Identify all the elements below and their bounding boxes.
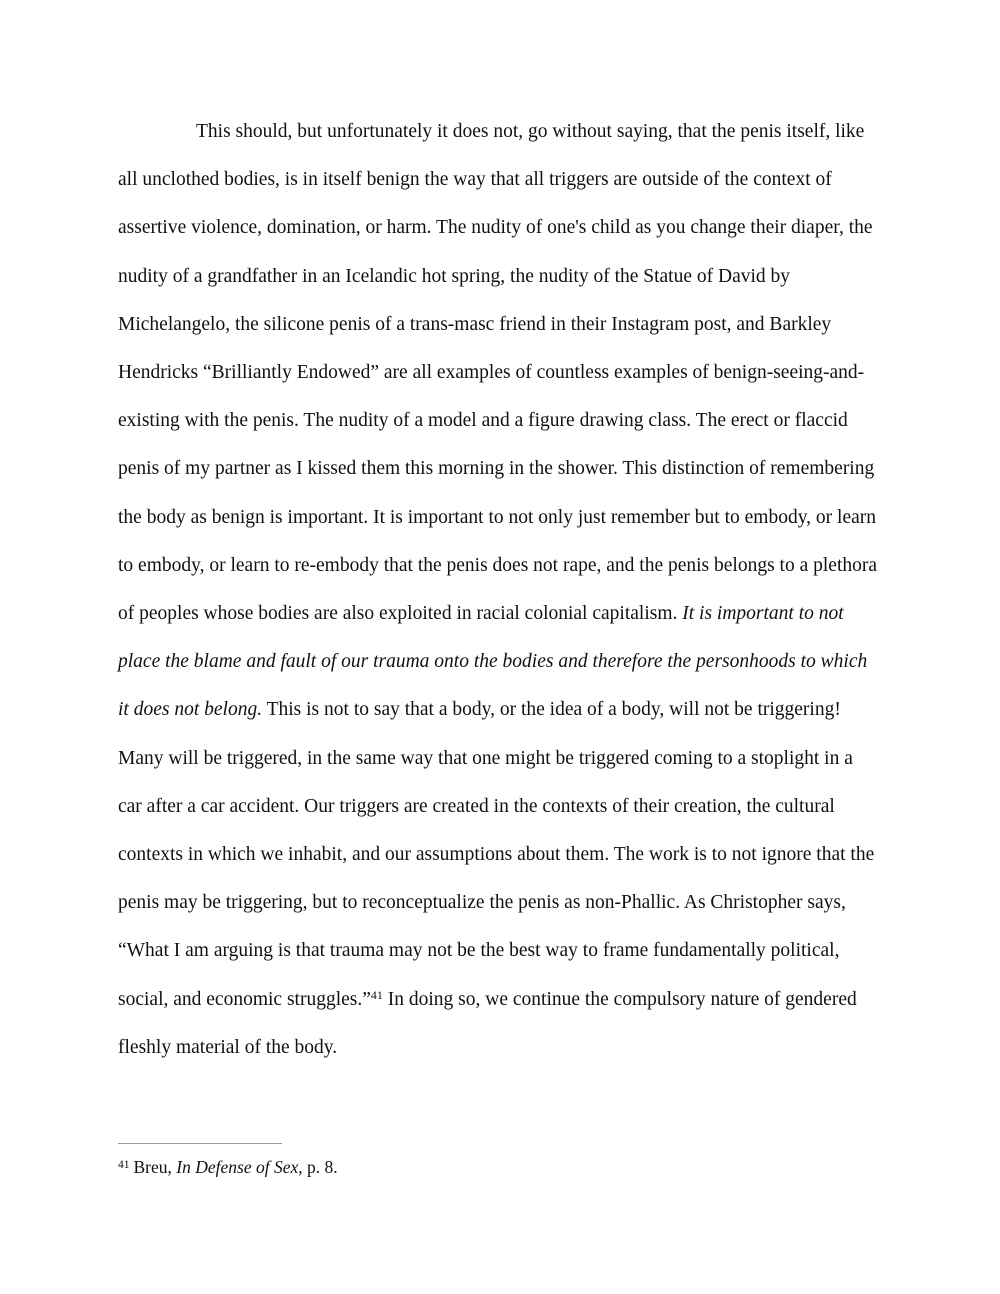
text-line: car after a car accident. Our triggers are created in the contexts of their creation, the cultural bbox=[118, 795, 835, 817]
text-line: contexts in which we inhabit, and our assumptions about them. The work is to not ignore that the bbox=[118, 844, 875, 866]
text-line: existing with the penis. The nudity of a model and a figure drawing class. The erect or flaccid bbox=[118, 410, 848, 432]
text-line: fleshly material of the body. bbox=[118, 1036, 338, 1058]
text-line: to embody, or learn to re-embody that the penis does not rape, and the penis belongs to a plethora bbox=[118, 554, 878, 576]
text-roman: of peoples whose bodies are also exploited in racial colonial capitalism. bbox=[118, 603, 683, 625]
text-line-mixed bbox=[118, 590, 888, 638]
text-line-mixed bbox=[118, 686, 888, 734]
text-line: “What I am arguing is that trauma may not be the best way to frame fundamentally political, bbox=[118, 940, 840, 962]
text-line: Many will be triggered, in the same way that one might be triggered coming to a stoplight in a bbox=[118, 747, 853, 769]
footnote-reference[interactable]: 41 bbox=[370, 987, 383, 1002]
footnote-author: Breu, bbox=[133, 1157, 177, 1177]
text-line: assertive violence, domination, or harm. The nudity of one's child as you change their diaper, the bbox=[118, 217, 873, 239]
text-line: Hendricks “Brilliantly Endowed” are all examples of countless examples of benign-seeing-and- bbox=[118, 362, 865, 384]
body-paragraph bbox=[118, 108, 888, 1072]
emphasis-text: it does not belong. bbox=[118, 699, 263, 721]
text-roman: This is not to say that a body, or the idea of a body, will not be triggering! bbox=[262, 699, 841, 721]
emphasis-line: place the blame and fault of our trauma onto the bodies and therefore the personhoods to which bbox=[118, 651, 868, 673]
text-line: penis of my partner as I kissed them this morning in the shower. This distinction of remembering bbox=[118, 458, 875, 480]
text-line: nudity of a grandfather in an Icelandic hot spring, the nudity of the Statue of David by bbox=[118, 265, 791, 287]
footnote bbox=[118, 1155, 338, 1179]
text-line: the body as benign is important. It is important to not only just remember but to embody, or learn bbox=[118, 506, 877, 528]
text-line: Michelangelo, the silicone penis of a trans-masc friend in their Instagram post, and Barkley bbox=[118, 313, 832, 335]
text-line-with-note bbox=[118, 976, 888, 1024]
footnote-separator bbox=[118, 1143, 282, 1144]
emphasis-text: It is important to not bbox=[682, 603, 844, 625]
text-line: This should, but unfortunately it does not, go without saying, that the penis itself, like bbox=[196, 121, 865, 142]
footnote-number: 41 bbox=[118, 1159, 130, 1171]
text-roman: social, and economic struggles.” bbox=[118, 988, 371, 1010]
footnote-title: In Defense of Sex bbox=[176, 1157, 299, 1177]
text-line: penis may be triggering, but to reconceptualize the penis as non-Phallic. As Christopher says, bbox=[118, 892, 846, 914]
text-line: all unclothed bodies, is in itself benign the way that all triggers are outside of the context of bbox=[118, 169, 832, 191]
text-roman: In doing so, we continue the compulsory nature of gendered bbox=[382, 988, 857, 1010]
footnote-page: , p. 8. bbox=[298, 1157, 338, 1177]
